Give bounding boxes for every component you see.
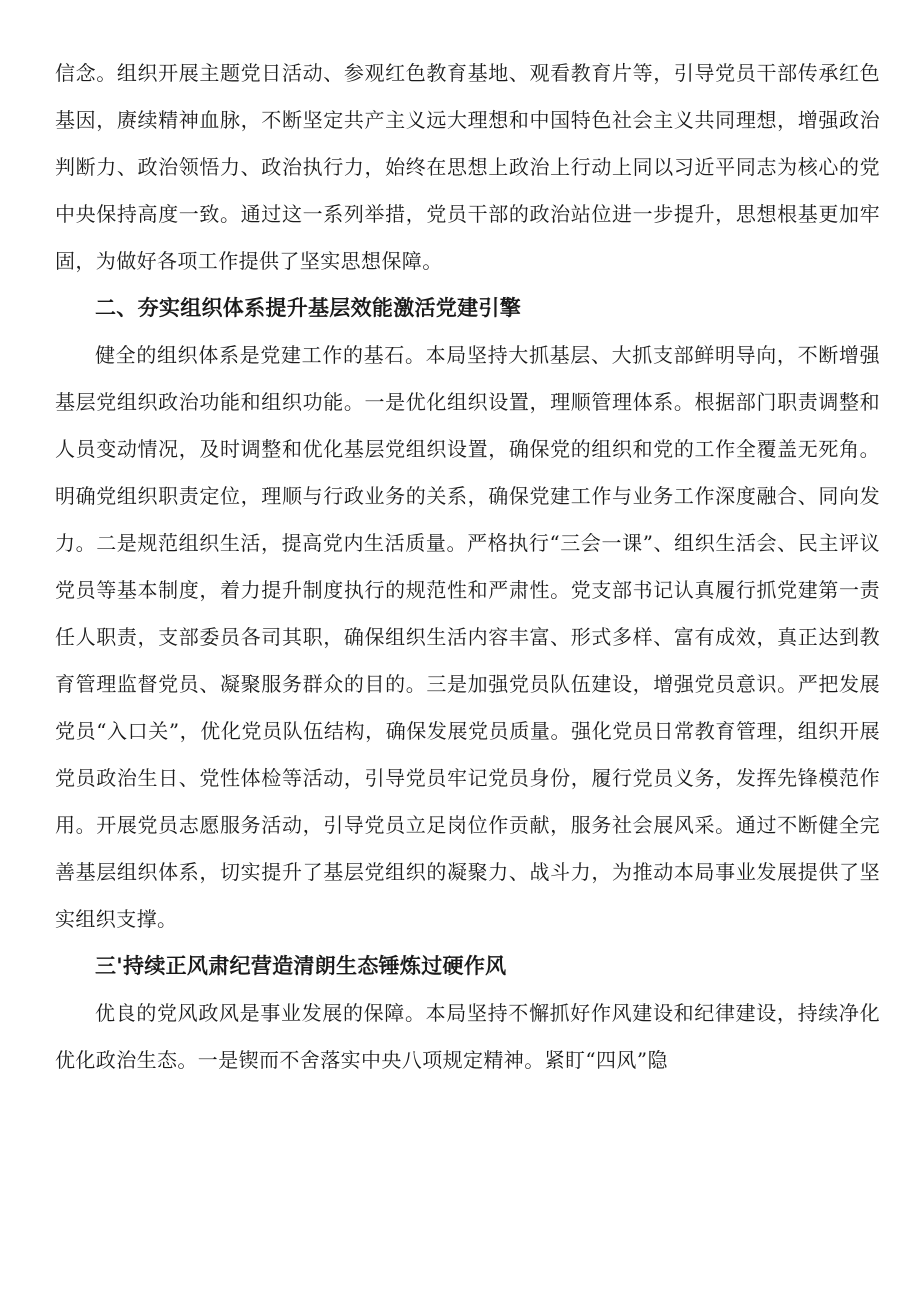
section-heading-discipline: 三'持续正风肃纪营造清朗生态锤炼过硬作风 bbox=[95, 954, 507, 978]
paragraph-organization-system: 健全的组织体系是党建工作的基石。本局坚持大抓基层、大抓支部鲜明导向，不断增强基层党组织政治功能和组织功能。一是优化组织设置，理顺管理体系。根据部门职责调整和人员变动情况，及时调整和优化基层党组织设置，确保党的组织和党的工作全覆盖无死角。明确党组织职责定位，理顺与行政业务的关系，确保党建工作与业务工作深度融合、同向发力。二是规范组织生活，提高党内生活质量。严格执行“三会一课”、组织生活会、民主评议党员等基本制度，着力提升制度执行的规范性和严肃性。党支部书记认真履行抓党建第一责任人职责，支部委员各司其职，确保组织生活内容丰富、形式多样、富有成效，真正达到教育管理监督党员、凝聚服务群众的目的。三是加强党员队伍建设，增强党员意识。严把发展党员“入口关”，优化党员队伍结构，确保发展党员质量。强化党员日常教育管理，组织开展党员政治生日、党性体检等活动，引导党员牢记党员身份，履行党员义务，发挥先锋模范作用。开展党员志愿服务活动，引导党员立足岗位作贡献，服务社会展风采。通过不断健全完善基层组织体系，切实提升了基层党组织的凝聚力、战斗力，为推动本局事业发展提供了坚实组织支撑。 bbox=[55, 343, 880, 931]
section-heading-organization: 二、夯实组织体系提升基层效能激活党建引擎 bbox=[95, 296, 521, 320]
paragraph-discipline: 优良的党风政风是事业发展的保障。本局坚持不懈抓好作风建设和纪律建设，持续净化优化政治生态。一是锲而不舍落实中央八项规定精神。紧盯“四风”隐 bbox=[55, 1001, 880, 1072]
paragraph-political-belief: 信念。组织开展主题党日活动、参观红色教育基地、观看教育片等，引导党员干部传承红色基因，赓续精神血脉，不断坚定共产主义远大理想和中国特色社会主义共同理想，增强政治判断力、政治领悟力、政治执行力，始终在思想上政治上行动上同以习近平同志为核心的党中央保持高度一致。通过这一系列举措，党员干部的政治站位进一步提升，思想根基更加牢固，为做好各项工作提供了坚实思想保障。 bbox=[55, 61, 880, 273]
